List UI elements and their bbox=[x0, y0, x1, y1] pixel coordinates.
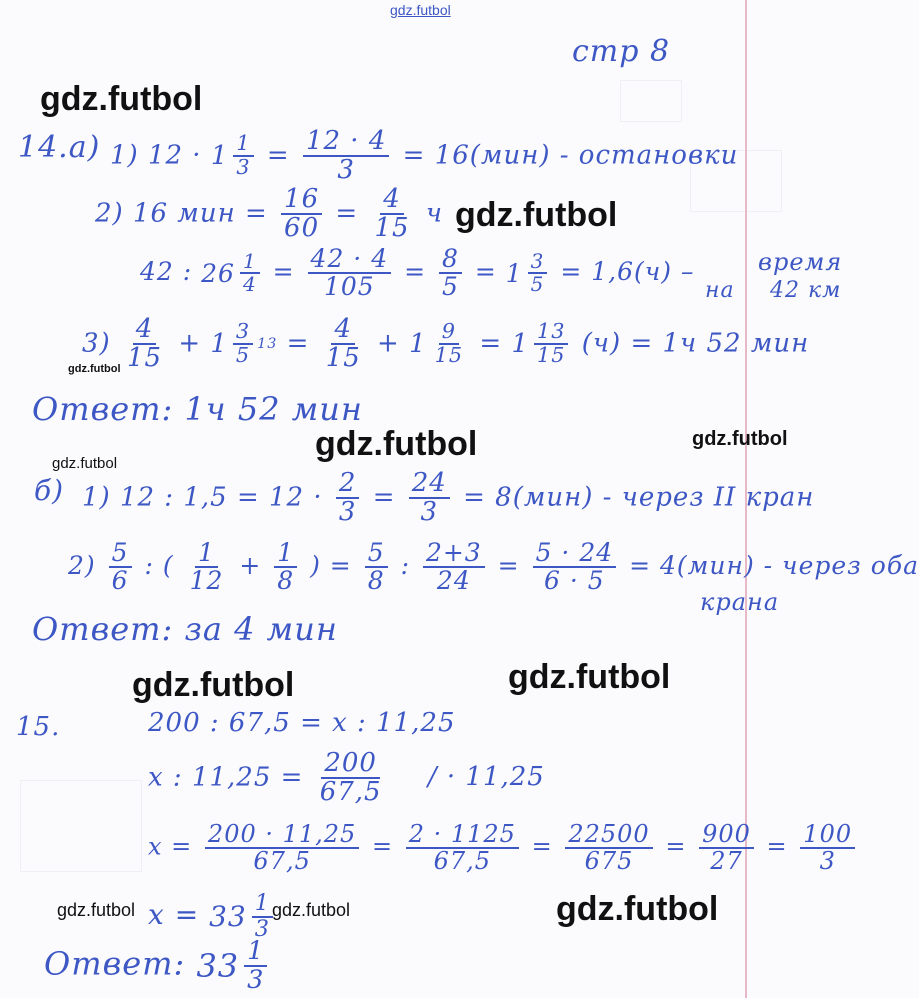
mixed-number: 33 $\frac{1}{3}$ bbox=[209, 892, 277, 941]
problem-15-label: 15. bbox=[16, 712, 61, 742]
p14a-step2-continued: 42 : 26 $\frac{1}{4}$ = $\frac{42 \cdot 4}{105}$ = $\frac{8}{5}$ = 1 $\frac{3}{5}$ = 1,6(ч) – bbox=[140, 244, 695, 302]
watermark: gdz.futbol bbox=[40, 80, 203, 118]
fraction: $\frac{200 \cdot 11,25}{67,5}$ bbox=[205, 822, 359, 874]
result-text: = 16(мин) - остановки bbox=[402, 140, 739, 171]
p14a-step3: 3) $\frac{4}{15}$ + 1 $\frac{3}{5}$ 13 = $\frac{4}{15}$ + 1 $\frac{9}{15}$ = 1 $\frac{13}{15}$ (ч) = 1ч 52 мин bbox=[82, 314, 810, 374]
p14a-step2: 2) 16 мин = $\frac{16}{60}$ = $\frac{4}{15}$ ч bbox=[95, 184, 444, 244]
watermark: gdz.futbol bbox=[132, 666, 295, 704]
p15-answer: Ответ: 33 $\frac{1}{3}$ bbox=[44, 938, 271, 994]
fraction: $\frac{5}{8}$ bbox=[365, 540, 388, 595]
fraction: $\frac{1}{8}$ bbox=[274, 540, 297, 595]
mixed-number: 1 $\frac{13}{15}$ bbox=[511, 321, 572, 367]
watermark: gdz.futbol bbox=[455, 196, 618, 234]
mixed-number: 33 $\frac{1}{3}$ bbox=[196, 938, 271, 994]
p14b-step2: 2) $\frac{5}{6}$ : ( $\frac{1}{12}$ + $\frac{1}{8}$ ) = $\frac{5}{8}$ : $\frac{2+3}{24}$ = $\frac{5 \cdot 24}{6 \cdot 5}$ = 4(мин) - через оба bbox=[68, 538, 919, 596]
watermark: gdz.futbol bbox=[272, 900, 351, 920]
background-grid bbox=[620, 80, 682, 122]
fraction: $\frac{200}{67,5}$ bbox=[319, 748, 382, 808]
page-number: стр 8 bbox=[572, 34, 671, 69]
margin-note: время bbox=[758, 248, 843, 276]
watermark: gdz.futbol bbox=[508, 658, 671, 696]
mixed-number: 1 $\frac{1}{3}$ bbox=[211, 133, 258, 179]
fraction: $\frac{100}{3}$ bbox=[800, 822, 855, 874]
watermark-top-link[interactable]: gdz.futbol bbox=[390, 2, 451, 18]
background-grid bbox=[20, 780, 142, 872]
p14b-step1: 1) 12 : 1,5 = 12 · $\frac{2}{3}$ = $\frac{24}{3}$ = 8(мин) - через II кран bbox=[82, 468, 815, 528]
fraction: $\frac{12 \cdot 4}{3}$ bbox=[303, 128, 389, 185]
watermark: gdz.futbol bbox=[57, 900, 136, 920]
margin-note: на bbox=[705, 278, 735, 303]
mixed-number: 1 $\frac{3}{5}$ 13 bbox=[210, 319, 278, 368]
fraction: $\frac{4}{15}$ bbox=[126, 314, 163, 374]
mixed-number: 26 $\frac{1}{4}$ bbox=[201, 251, 264, 295]
mixed-number: 1 $\frac{9}{15}$ bbox=[409, 319, 464, 368]
fraction: $\frac{900}{27}$ bbox=[699, 822, 754, 874]
p15-line2: x : 11,25 = $\frac{200}{67,5}$ / · 11,25 bbox=[148, 748, 545, 808]
watermark: gdz.futbol bbox=[556, 890, 719, 928]
fraction: $\frac{24}{3}$ bbox=[409, 470, 450, 527]
fraction: $\frac{4}{15}$ bbox=[325, 314, 361, 374]
p15-line1: 200 : 67,5 = x : 11,25 bbox=[148, 708, 456, 738]
step-number: 1) bbox=[110, 140, 139, 171]
margin-note: крана bbox=[700, 588, 780, 616]
p14b-answer: Ответ: за 4 мин bbox=[32, 610, 338, 648]
watermark: gdz.futbol bbox=[315, 425, 478, 463]
fraction: $\frac{4}{15}$ bbox=[374, 184, 410, 244]
p14a-answer: Ответ: 1ч 52 мин bbox=[32, 390, 363, 428]
problem-14b-label: б) bbox=[34, 474, 65, 507]
fraction: $\frac{16}{60}$ bbox=[281, 186, 322, 243]
fraction: $\frac{1}{12}$ bbox=[189, 538, 224, 596]
margin-note: 42 км bbox=[770, 278, 842, 303]
fraction: $\frac{2+3}{24}$ bbox=[423, 540, 485, 595]
problem-14a-label: 14.а) bbox=[18, 130, 101, 165]
p15-line3: x = $\frac{200 \cdot 11,25}{67,5}$ = $\frac{2 \cdot 1125}{67,5}$ = $\frac{22500}{675}$ = $\frac{900}{27}$ = $\frac{100}{3}$ bbox=[148, 822, 859, 874]
fraction: $\frac{8}{5}$ bbox=[439, 246, 462, 301]
mixed-number: 1 $\frac{3}{5}$ bbox=[506, 251, 552, 295]
fraction: $\frac{2}{3}$ bbox=[336, 470, 360, 527]
fraction: $\frac{5}{6}$ bbox=[109, 540, 132, 595]
fraction: $\frac{42 \cdot 4}{105}$ bbox=[308, 246, 392, 301]
watermark: gdz.futbol bbox=[692, 428, 788, 450]
p14a-step1: 1) 12 · 1 $\frac{1}{3}$ = $\frac{12 \cdot 4}{3}$ = 16(мин) - остановки bbox=[110, 126, 739, 186]
fraction: $\frac{5 \cdot 24}{6 \cdot 5}$ bbox=[533, 540, 617, 595]
fraction: $\frac{22500}{675}$ bbox=[565, 822, 652, 874]
extension-factor: 13 bbox=[257, 336, 278, 353]
watermark: gdz.futbol bbox=[68, 363, 121, 375]
p15-line4: x = 33 $\frac{1}{3}$ bbox=[148, 892, 277, 941]
fraction: $\frac{2 \cdot 1125}{67,5}$ bbox=[406, 822, 519, 874]
watermark: gdz.futbol bbox=[52, 455, 118, 472]
expr-text: 12 · bbox=[147, 140, 202, 171]
